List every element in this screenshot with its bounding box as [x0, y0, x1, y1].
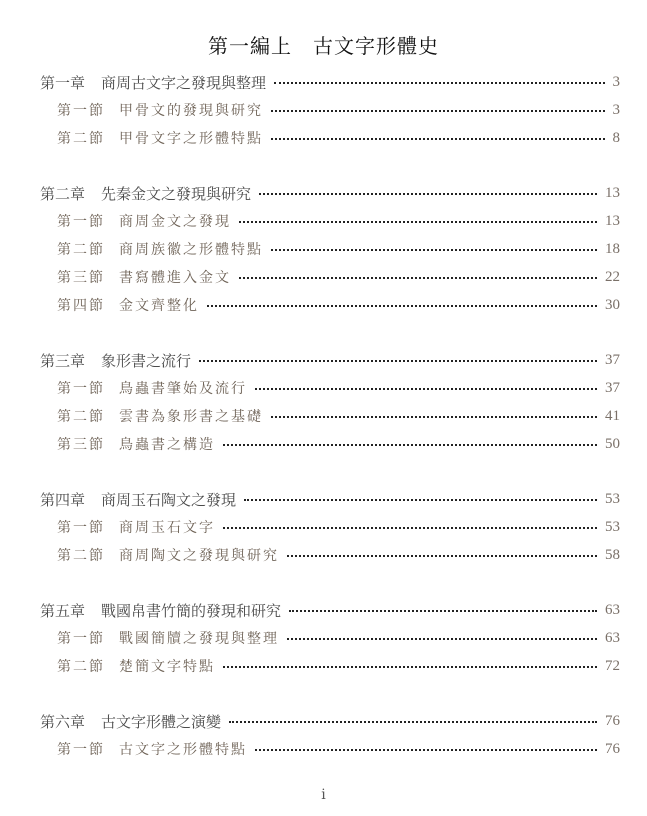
chapter-page-number: 3: [612, 73, 620, 90]
section-page-number: 8: [612, 129, 620, 146]
section-entry[interactable]: [40, 124, 620, 152]
section-entry[interactable]: [40, 430, 620, 458]
section-name: 甲骨文字之形體特點: [119, 131, 263, 147]
section-label: 第二節: [57, 548, 105, 564]
chapter-label: 第一章: [40, 73, 86, 92]
section-name: 商周金文之發現: [119, 214, 231, 230]
dot-leader: [199, 360, 597, 362]
chapter-group: [40, 596, 620, 680]
section-label: 第一節: [57, 520, 105, 536]
section-label: 第一節: [57, 742, 105, 758]
section-name: 商周陶文之發現與研究: [119, 548, 279, 564]
section-page-number: 50: [605, 435, 620, 452]
chapter-group: [40, 179, 620, 319]
section-page-number: 13: [605, 212, 620, 229]
section-name: 商周玉石文字: [119, 520, 215, 536]
chapter-page-number: 76: [605, 712, 620, 729]
chapter-entry[interactable]: [40, 596, 620, 624]
section-page-number: 30: [605, 296, 620, 313]
chapter-label: 第二章: [40, 184, 86, 203]
section-label: 第二節: [57, 409, 105, 425]
dot-leader: [289, 610, 597, 612]
section-entry[interactable]: [40, 263, 620, 291]
section-page-number: 58: [605, 546, 620, 563]
dot-leader: [274, 82, 604, 84]
dot-leader: [255, 388, 597, 390]
dot-leader: [271, 249, 597, 251]
chapter-entry[interactable]: [40, 68, 620, 96]
chapter-name: 先秦金文之發現與研究: [101, 184, 252, 203]
dot-leader: [271, 138, 605, 140]
section-page-number: 37: [605, 379, 620, 396]
section-page-number: 41: [605, 407, 620, 424]
section-page-number: 18: [605, 240, 620, 257]
chapter-group: [40, 68, 620, 152]
chapter-group: [40, 707, 620, 763]
section-label: 第三節: [57, 270, 105, 286]
section-page-number: 3: [612, 101, 620, 118]
section-entry[interactable]: [40, 96, 620, 124]
dot-leader: [239, 277, 597, 279]
dot-leader: [287, 555, 597, 557]
dot-leader: [223, 444, 597, 446]
chapter-entry[interactable]: [40, 179, 620, 207]
section-name: 雲書為象形書之基礎: [119, 409, 263, 425]
chapter-name: 商周古文字之發現與整理: [101, 73, 267, 92]
section-entry[interactable]: [40, 541, 620, 569]
section-entry[interactable]: [40, 235, 620, 263]
chapter-group: [40, 485, 620, 569]
section-label: 第四節: [57, 298, 105, 314]
chapter-name: 商周玉石陶文之發現: [101, 490, 237, 509]
section-page-number: 22: [605, 268, 620, 285]
section-page-number: 53: [605, 518, 620, 535]
chapter-page-number: 37: [605, 351, 620, 368]
chapter-label: 第五章: [40, 601, 86, 620]
dot-leader: [239, 221, 597, 223]
section-entry[interactable]: [40, 402, 620, 430]
section-label: 第一節: [57, 381, 105, 397]
section-page-number: 63: [605, 629, 620, 646]
section-label: 第一節: [57, 631, 105, 647]
section-name: 鳥蟲書之構造: [119, 437, 215, 453]
section-name: 書寫體進入金文: [119, 270, 231, 286]
section-label: 第一節: [57, 214, 105, 230]
section-entry[interactable]: [40, 374, 620, 402]
chapter-label: 第四章: [40, 490, 86, 509]
section-name: 金文齊整化: [119, 298, 199, 314]
chapter-label: 第三章: [40, 351, 86, 370]
page-number: i: [321, 787, 326, 803]
section-page-number: 76: [605, 740, 620, 757]
section-entry[interactable]: [40, 207, 620, 235]
dot-leader: [207, 305, 597, 307]
dot-leader: [255, 749, 597, 751]
chapter-entry[interactable]: [40, 707, 620, 735]
table-of-contents: [40, 68, 620, 790]
section-entry[interactable]: [40, 513, 620, 541]
chapter-page-number: 63: [605, 601, 620, 618]
chapter-name: 戰國帛書竹簡的發現和研究: [101, 601, 282, 620]
section-entry[interactable]: [40, 652, 620, 680]
section-label: 第三節: [57, 437, 105, 453]
section-name: 楚簡文字特點: [119, 659, 215, 675]
page-title: 第一編上 古文字形體史: [208, 34, 439, 58]
dot-leader: [223, 527, 597, 529]
section-label: 第二節: [57, 131, 105, 147]
chapter-page-number: 13: [605, 184, 620, 201]
section-page-number: 72: [605, 657, 620, 674]
dot-leader: [244, 499, 597, 501]
section-name: 甲骨文的發現與研究: [119, 103, 263, 119]
chapter-name: 古文字形體之演變: [101, 712, 222, 731]
dot-leader: [223, 666, 597, 668]
section-entry[interactable]: [40, 735, 620, 763]
chapter-group: [40, 346, 620, 458]
chapter-label: 第六章: [40, 712, 86, 731]
chapter-name: 象形書之流行: [101, 351, 192, 370]
section-label: 第二節: [57, 659, 105, 675]
section-entry[interactable]: [40, 624, 620, 652]
section-name: 商周族徽之形體特點: [119, 242, 263, 258]
dot-leader: [287, 638, 597, 640]
dot-leader: [259, 193, 597, 195]
section-entry[interactable]: [40, 291, 620, 319]
section-label: 第二節: [57, 242, 105, 258]
chapter-entry[interactable]: [40, 485, 620, 513]
dot-leader: [271, 110, 605, 112]
chapter-page-number: 53: [605, 490, 620, 507]
dot-leader: [271, 416, 597, 418]
section-name: 鳥蟲書肇始及流行: [119, 381, 247, 397]
dot-leader: [229, 721, 597, 723]
section-label: 第一節: [57, 103, 105, 119]
section-name: 古文字之形體特點: [119, 742, 247, 758]
section-name: 戰國簡牘之發現與整理: [119, 631, 279, 647]
chapter-entry[interactable]: [40, 346, 620, 374]
